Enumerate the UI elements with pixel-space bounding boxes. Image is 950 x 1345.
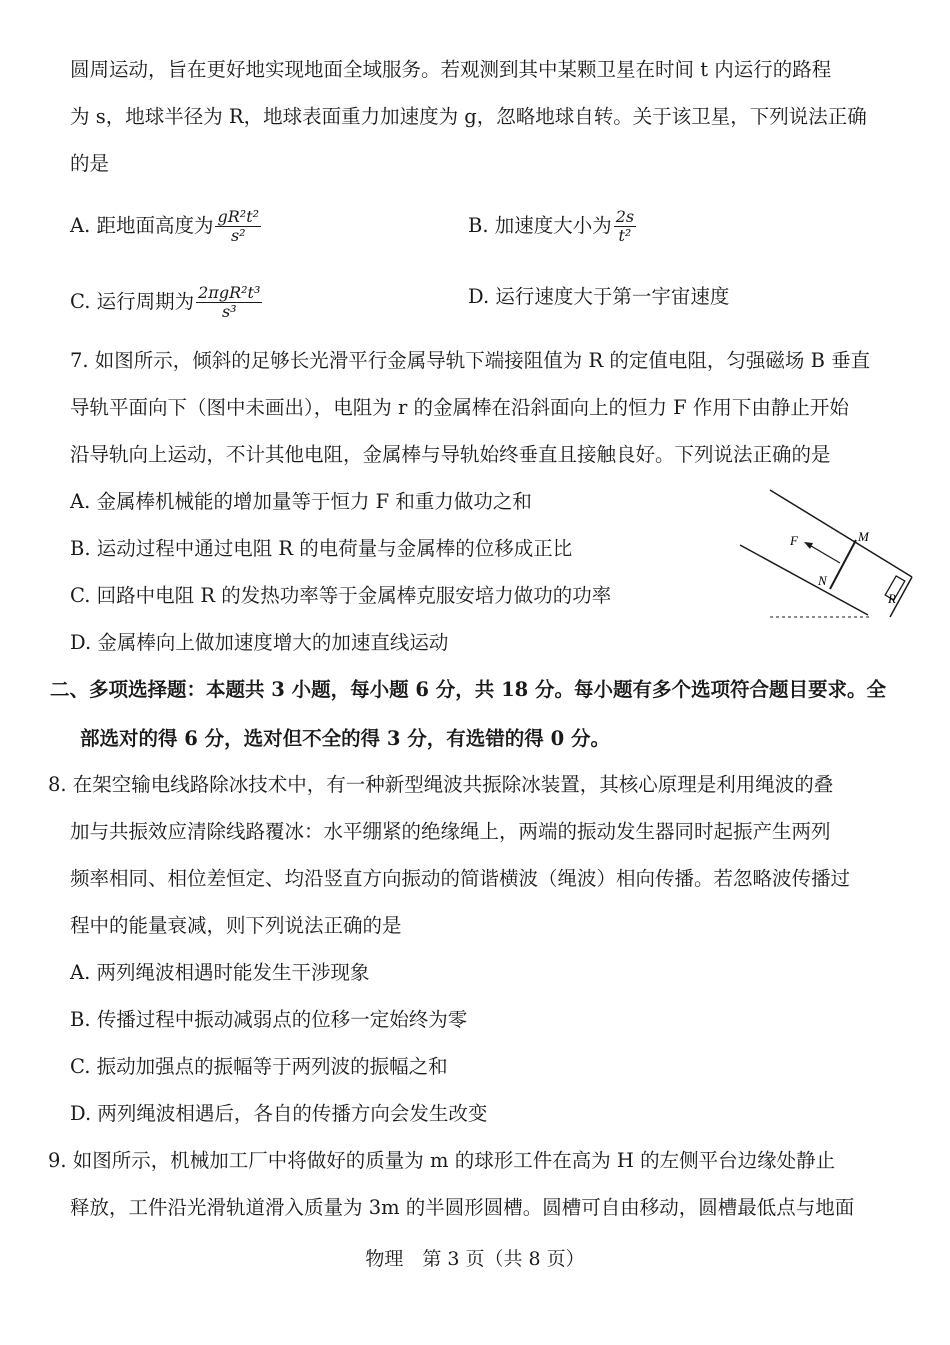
q7-option-c: C. 回路中电阻 R 的发热功率等于金属棒克服安培力做功的功率 [70,584,612,607]
q8-option-c: C. 振动加强点的振幅等于两列波的振幅之和 [70,1055,448,1078]
q6-option-c-numerator: 2πgR²t³ [198,283,261,302]
q6-option-d: D. 运行速度大于第一宇宙速度 [468,285,730,308]
q7-stem-line-1: 7. 如图所示，倾斜的足够长光滑平行金属导轨下端接阻值为 R 的定值电阻，匀强磁场 B 垂直 [70,349,871,372]
q8-option-a: A. 两列绳波相遇时能发生干涉现象 [70,961,370,984]
q7-force-arrowhead [804,542,813,549]
q6-option-c-text: C. 运行周期为 [70,290,195,313]
q7-stem-line-2: 导轨平面向下（图中未画出），电阻为 r 的金属棒在沿斜面向上的恒力 F 作用下由静止开始 [70,396,849,419]
q6-option-a-numerator: gR²t² [217,207,260,226]
q7-rail-diagram [730,485,920,625]
q7-metal-bar [830,540,856,589]
q7-stem-line-3: 沿导轨向上运动，不计其他电阻，金属棒与导轨始终垂直且接触良好。下列说法正确的是 [70,443,831,466]
q7-option-d: D. 金属棒向上做加速度增大的加速直线运动 [70,631,449,654]
q8-stem-line-4: 程中的能量衰减，则下列说法正确的是 [70,914,402,937]
q7-label-n: N [818,573,827,588]
q6-stem-line-1: 圆周运动，旨在更好地实现地面全域服务。若观测到其中某颗卫星在时间 t 内运行的路程 [70,58,832,81]
q6-option-a-text: A. 距地面高度为 [70,214,214,237]
q6-option-a-denominator: s² [230,226,246,245]
q8-option-b: B. 传播过程中振动减弱点的位移一定始终为零 [70,1008,468,1031]
page-footer: 物理 第 3 页（共 8 页） [365,1248,585,1270]
q6-stem-line-3: 的是 [70,152,110,175]
q8-stem-line-2: 加与共振效应清除线路覆冰：水平绷紧的绝缘绳上，两端的振动发生器同时起振产生两列 [70,820,831,843]
q9-stem-line-1: 9. 如图所示，机械加工厂中将做好的质量为 m 的球形工件在高为 H 的左侧平台边缘处静止 [48,1149,836,1172]
q7-label-f: F [790,533,798,548]
q6-option-b-numerator: 2s [615,207,635,226]
q7-label-r: R [888,591,896,606]
q7-option-b: B. 运动过程中通过电阻 R 的电荷量与金属棒的位移成正比 [70,537,573,560]
q6-option-b-fraction [614,208,636,245]
section2-heading-line-2: 部选对的得 6 分，选对但不全的得 3 分，有选错的得 0 分。 [80,727,610,750]
q6-option-b-denominator: t² [618,226,632,245]
q8-stem-line-3: 频率相同、相位差恒定、均沿竖直方向振动的简谐横波（绳波）相向传播。若忽略波传播过 [70,867,851,890]
q9-stem-line-2: 释放，工件沿光滑轨道滑入质量为 3m 的半圆形圆槽。圆槽可自由移动，圆槽最低点与地面 [70,1196,855,1219]
q8-stem-line-1: 8. 在架空输电线路除冰技术中，有一种新型绳波共振除冰装置，其核心原理是利用绳波的叠 [48,773,834,796]
q8-option-d: D. 两列绳波相遇后，各自的传播方向会发生改变 [70,1102,488,1125]
q6-option-c-denominator: s³ [221,302,237,321]
q6-option-a-fraction [215,208,261,245]
q6-option-c [70,284,262,321]
q6-option-b [468,208,636,245]
q6-option-c-fraction [196,284,262,321]
q7-label-m: M [858,529,869,544]
q6-stem-line-2: 为 s，地球半径为 R，地球表面重力加速度为 g，忽略地球自转。关于该卫星，下列说法正确 [70,105,867,128]
q6-option-b-text: B. 加速度大小为 [468,214,612,237]
q7-option-a: A. 金属棒机械能的增加量等于恒力 F 和重力做功之和 [70,490,532,513]
q6-option-a [70,208,261,245]
section2-heading-line-1: 二、多项选择题：本题共 3 小题，每小题 6 分，共 18 分。每小题有多个选项符合题目要求。全 [50,678,887,701]
